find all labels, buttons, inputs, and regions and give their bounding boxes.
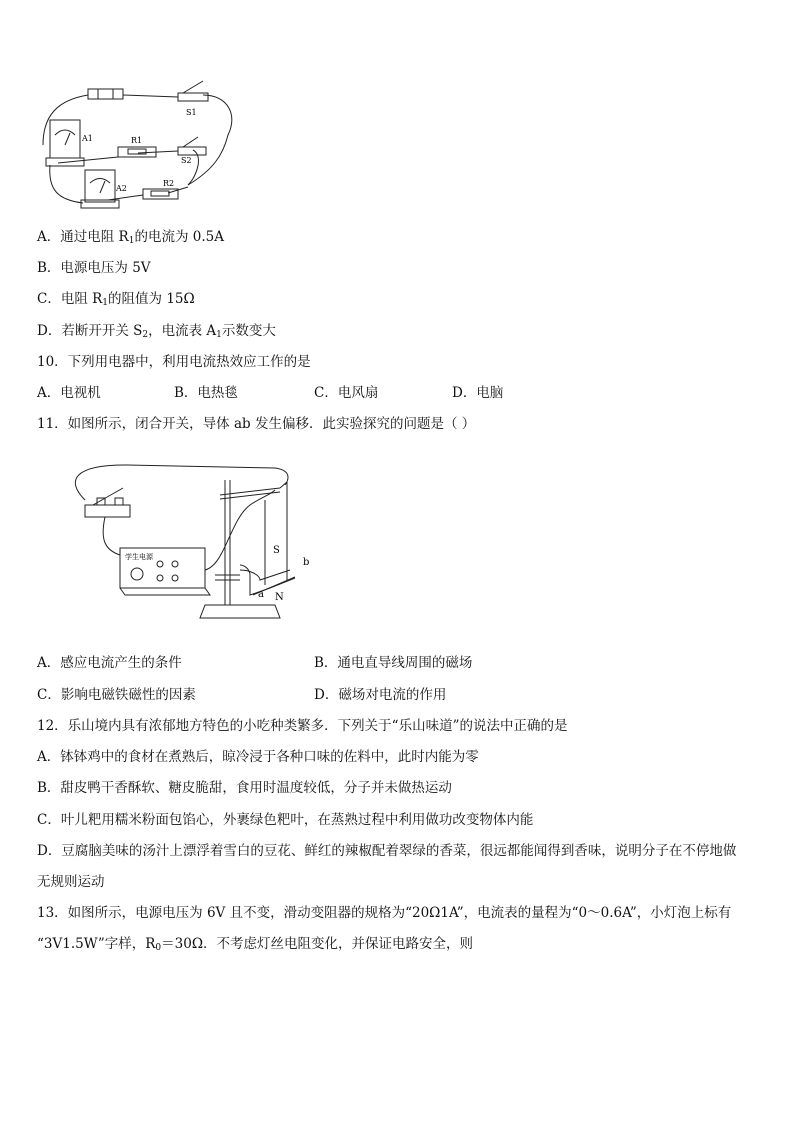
q10-option-b: B．电热毯 [174, 385, 238, 401]
label-a2: A2 [116, 184, 127, 193]
q10-options [37, 384, 764, 402]
q9-option-a: A．通过电阻 $R_1$的电流为 0.5A [37, 229, 224, 246]
q11-option-b: B．通电直导线周围的磁场 [314, 655, 473, 671]
q10-option-c: C．电风扇 [314, 385, 379, 401]
q12-option-d-line2: 无规则运动 [37, 874, 105, 890]
q10-option-d: D．电脑 [452, 385, 504, 401]
label-a: a [258, 589, 264, 600]
circuit-figure-ammeters [38, 75, 238, 225]
q11-stem: 11．如图所示，闭合开关，导体 ab 发生偏移．此实验探究的问题是（ ） [37, 416, 476, 432]
q12-option-b: B．甜皮鸭干香酥软、糖皮脆甜，食用时温度较低，分子并未做热运动 [37, 780, 452, 796]
q12-option-c: C．叶儿粑用糯米粉面包馅心，外裹绿色粑叶，在蒸熟过程中利用做功改变物体内能 [37, 812, 534, 828]
q13-line2: “3V1.5W”字样，$R_0=30\Omega$．不考虑灯丝电阻变化，并保证电路安全，则 [37, 936, 474, 953]
label-r2: R2 [163, 179, 175, 188]
q10-option-a: A．电视机 [37, 385, 101, 401]
q12-option-a: A．钵钵鸡中的食材在煮熟后，晾冷浸于各种口味的佐料中，此时内能为零 [37, 749, 479, 765]
q12-option-d-line1: D．豆腐脑美味的汤汁上漂浮着雪白的豆花、鲜红的辣椒配着翠绿的香菜，很远都能闻得到香味，说明分子在不停地做 [37, 843, 737, 859]
q11-option-c: C．影响电磁铁磁性的因素 [37, 687, 196, 703]
supply-label: 学生电源 [125, 553, 153, 561]
label-s: S [273, 545, 280, 556]
q11-options-row2 [37, 686, 764, 704]
magnet-experiment-figure [65, 460, 325, 625]
q11-options-row1 [37, 654, 764, 672]
label-r1: R1 [131, 136, 143, 145]
label-n: N [275, 592, 284, 603]
q9-option-b: B．电源电压为 5V [37, 260, 151, 276]
q11-option-d: D．磁场对电流的作用 [314, 687, 447, 703]
q10-stem: 10．下列用电器中，利用电流热效应工作的是 [37, 354, 311, 370]
label-b: b [303, 557, 310, 568]
q13-line1: 13．如图所示，电源电压为 6V 且不变，滑动变阻器的规格为“20Ω1A”，电流表的量程为“0～0.6A”，小灯泡上标有 [37, 905, 732, 921]
label-a1: A1 [82, 134, 93, 143]
q9-option-d: D．若断开开关 $S_2$，电流表 $A_1$示数变大 [37, 323, 276, 340]
q12-stem: 12．乐山境内具有浓郁地方特色的小吃种类繁多．下列关于“乐山味道”的说法中正确的是 [37, 718, 568, 734]
q9-option-c: C．电阻 $R_1$的阻值为 15Ω [37, 291, 195, 308]
label-s2: S2 [181, 156, 192, 165]
label-s1: S1 [186, 108, 197, 117]
q11-option-a: A．感应电流产生的条件 [37, 655, 182, 671]
